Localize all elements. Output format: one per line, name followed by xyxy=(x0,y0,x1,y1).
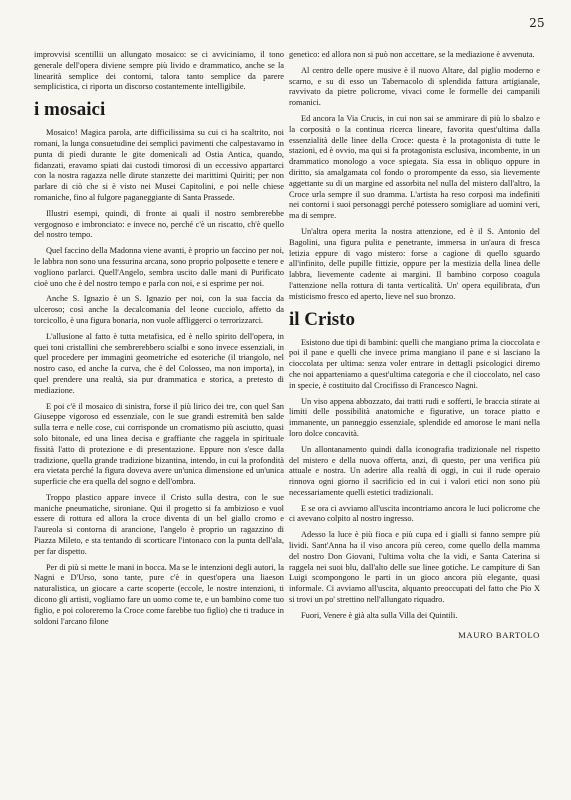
paragraph: Adesso la luce è più fioca e più cupa ed i gialli si fanno sempre più lividi. Sant'Anna ha il viso ancora più cereo, come quello della mamma del nostro Don Giovani, l'ultima volta che la vidi, e Santa Caterina si raggela nei suoi blu, dall'alto delle sue linee gotiche. Le campiture di San Luigi scompongono le parti in un gioco ancora più elegante, quasi informale. Ci avviamo all'uscita, alquanto preoccupati del fatto che Pio X si trovi un po' strettino nell'allungato riquadro. xyxy=(289,530,540,605)
left-column xyxy=(34,50,284,632)
paragraph: Illustri esempi, quindi, di fronte ai quali il nostro sembrerebbe vergognoso e imbronciato: e invece no, perché c'è un riscatto, ch'è quello del nostro tempo. xyxy=(34,208,284,240)
paragraph: Anche S. Ignazio è un S. Ignazio per noi, con la sua faccia da ulceroso; così anche la decalcomania del leone cucciolo, affetto da torcicollo, è una figura bonaria, non vuole affliggerci o terrorizzarci. xyxy=(34,294,284,325)
paragraph: Quel faccino della Madonna viene avanti, è proprio un faccino per noi, le labbra non sono una fessurina arcana, sono proprio polposette e tenere e vogliono parlarci. Quell'Angelo, sembra uscito dalle mani di Purificato cioè uno che è del nostro tempo e parla con noi, e si esprime per noi. xyxy=(34,246,284,288)
paragraph: E poi c'è il mosaico di sinistra, forse il più lirico dei tre, con quel San Giuseppe vigoroso ed essenziale, con le sue grandi estremità ben salde sulla terra e nelle cose, cui corrisponde un cromatismo più asciutto, quasi solo bitonale, ed una linea decisa e graffiante che raggela in spirituale fissità l'atto di protezione e di presentazione. Eppure non s'esce dalla tradizione, quella grande tradizione bizantina, intendo, in cui la profondità era vietata perché la figura doveva avere un'unica dimensione ed un'unica superficie che era quella del sogno e dell'ombra. xyxy=(34,401,284,487)
paragraph: Troppo plastico appare invece il Cristo sulla destra, con le sue maniche pneumatiche, sironiane. Qui il progetto si fa ambizioso e vuol essere di rottura ed allora la croce diventa di un bel giallo cromo e l'aureola si contorna di arancione, l'angelo è proprio un ragazzino di Piazza Mileto, e sta tentando di scorticare l'intonaco con la punta dell'ala, per far dispetto. xyxy=(34,492,284,556)
author-signature: MAURO BARTOLO xyxy=(458,629,540,640)
paragraph: L'allusione al fatto è tutta metafisica, ed è nello spirito dell'opera, in quei toni cristallini che sembrerebbero scialbi e sono invece essenziali, in quel procedere per immagini geometriche ed esoteriche (il triangolo, nel nostro caso, ed anche la curva, che è del Colosseo, ma non importa), in quel prendere una realtà, sia pur drammatica e storica, a pretesto di mediazione. xyxy=(34,331,284,395)
paragraph: Ed ancora la Via Crucis, in cui non sai se ammirare di più lo sbalzo e la corposità o la continua ricerca lineare, favorita quest'ultima dalla essenzialità delle linee della Croce: questa è la protagonista di tutte le stazioni, ed è ovvio, ma qui si fa protagonista esclusiva, incombente, in un drammatico monologo a voce spiegata. Sia essa in obliquo oppure in diritto, sia amalgamata col fondo o prorompente da esso, sia lievemente aggettante su di un margine ed assorbita nel nulla del mistero dall'altro, la Croce urla sempre il suo dramma. L'artista ha reso corposi ma indefiniti nei contorni i suoi personaggi perché potessero somigliare ad uomini veri, ma di sempre. xyxy=(289,113,540,221)
paragraph: E se ora ci avviamo all'uscita incontriamo ancora le luci policrome che ci avevano colpito al nostro ingresso. xyxy=(289,503,540,524)
section-heading-mosaici: i mosaici xyxy=(34,99,106,121)
paragraph: Mosaico! Magica parola, arte difficilissima su cui ci ha scaltrito, noi romani, la lunga consuetudine dei semplici pavimenti che calpestavamo in punta di piedi durante le gite domenicali ad Ostia Antica, quando, fidanzati, eravamo spiati dai custodi timorosi di un eccessivo appartarci con la nostra ragazza nelle dirute stanzette dei marittimi Quiriti; per non parlare di ciò che si è visto nei Musei Capitolini, e poi nelle chiese romaniche, fino al fulgore paganeggiante di Santa Prassede. xyxy=(34,128,284,202)
paragraph: genetico: ed allora non si può non accettare, se la mediazione è avvenuta. xyxy=(289,50,535,59)
page-number: 25 xyxy=(529,16,545,30)
intro-paragraph: improvvisi scentillii un allungato mosaico: se ci avviciniamo, il tono generale dell'opera diviene sempre più livido e drammatico, anche se la linearità semplice dei contorni, talora tanto semplice da parere semplicistica, ci riporta un discorso costantemente intelligibile. xyxy=(34,50,284,92)
paragraph: Un viso appena abbozzato, dai tratti rudi e sofferti, le braccia stirate ai limiti delle possibilità anatomiche e figurative, un torace piatto e immanente, un panneggio essenziale, splendide ed amorose le mani nella loro dolce concavità. xyxy=(289,396,540,438)
paragraph: Un'altra opera merita la nostra attenzione, ed è il S. Antonio del Bagolini, una figura pulita e penetrante, immersa in un'aura di fresca letizia eppure di vago mistero: forse a cagione di quello sguardo all'infinito, delle pupille fittizie, oppure per la mestizia della linea delle labbra, lievemente cadente ai margini. Il bambino corposo coagula l'attenzione nella rottura di tanta verticalità. Un' opera equilibrata, d'un misticismo fresco ed aperto, lieve nel suo bronzo. xyxy=(289,226,540,301)
paragraph: Esistono due tipi di bambini: quelli che mangiano prima la cioccolata e poi il pane e quelli che invece prima mangiano il pane e si lasciano la cioccolata per ultima: senza voler entrare in dettagli psicologici diremo che noi apparteniamo a quest'ultima categoria e che il cioccolato, nel caso in specie, è costituito dal Crocifisso di Francesco Nagni. xyxy=(289,337,540,390)
right-column xyxy=(289,50,540,640)
paragraph: Per di più si mette le mani in bocca. Ma se le intenzioni degli autori, la Nagni e D'Urso, sono tante, pure c'è in quest'opera una liaeson naturalistica, un giocare a carte scoperte (eccole, le nostre intenzioni, ti dicono gli artisti, vogliamo fare un uomo come te, e un bambino come tuo figlio, e poi coloreremo la Croce come farebbe tuo figlio) che ti traduce in soldoni l'arcano filone xyxy=(34,562,284,626)
section-heading-cristo: il Cristo xyxy=(289,308,355,330)
paragraph: Un allontanamento quindi dalla iconografia tradizionale nel rispetto del mistero e della nuova offerta, anzi, di questo, per una verifica più attuale e nostra. Un aderire alla realtà di oggi, in cui il rude operaio rinnova ogni giorno il sacrificio ed in cui i valori etici non sono più necessariamente quelli estetici tradizionali. xyxy=(289,444,540,497)
paragraph: Al centro delle opere musive è il nuovo Altare, dal piglio moderno e scarno, e su di esso un Tabernacolo di splendida fattura artigianale, ravvivato da pietre policrome, vivaci come le formelle dei campanili romanici. xyxy=(289,65,540,108)
paragraph: Fuori, Venere è già alta sulla Villa dei Quintili. xyxy=(301,610,458,620)
